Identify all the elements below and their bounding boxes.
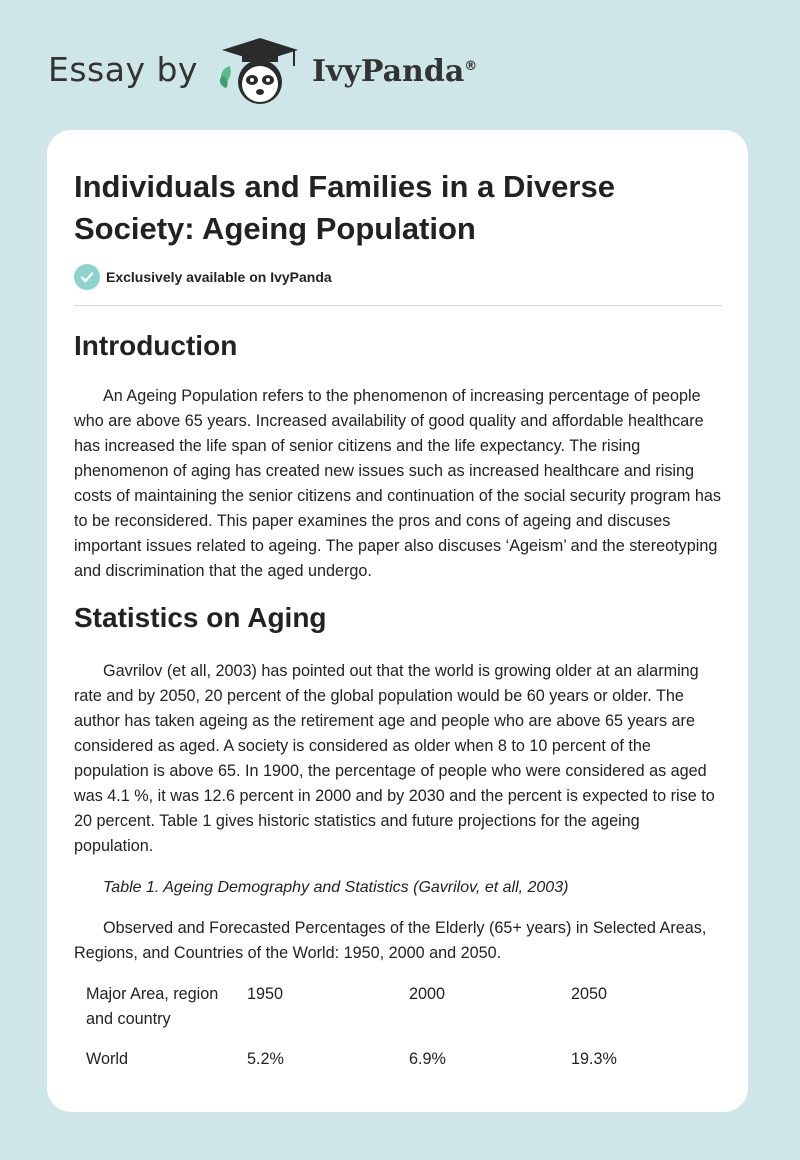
divider	[74, 305, 722, 306]
ageing-statistics-table	[74, 982, 722, 1072]
section-heading-introduction: Introduction	[74, 330, 238, 361]
table-row	[74, 1047, 722, 1072]
statistics-paragraph: Gavrilov (et all, 2003) has pointed out that the world is growing older at an alarming rate and by 2050, 20 percent of the global population would be 60 years or older. The author has taken ageing as the retirement age and people who are above 65 years are considered as aged. A society is considered as older when 8 to 10 percent of the population is above 65. In 1900, the percentage of people who were considered as aged was 4.1 %, it was 12.6 percent in 2000 and by 2030 and the percent is expected to rise to 20 percent. Table 1 gives historic statistics and future projections for the ageing population.	[74, 662, 715, 855]
essay-card	[47, 130, 748, 1112]
table-cell: 6.9%	[409, 1050, 446, 1068]
section-heading-statistics: Statistics on Aging	[74, 602, 327, 633]
essay-by-label: Essay by	[48, 49, 198, 89]
table-caption: Table 1. Ageing Demography and Statistics (Gavrilov, et all, 2003)	[103, 879, 569, 896]
check-circle-icon	[74, 264, 100, 290]
introduction-paragraph: An Ageing Population refers to the phenomenon of increasing percentage of people who are above 65 years. Increased availability of good quality and affordable healthcare has increased the life span of senior citizens and the life expectancy. The rising phenomenon of aging has created new issues such as increased healthcare and rising costs of maintaining the senior citizens and continuation of the social security program has to be reconsidered. This paper examines the pros and cons of ageing and discuses important issues related to ageing. The paper also discuses ‘Ageism’ and the stereotyping and discrimination that the aged undergo.	[74, 387, 721, 580]
table-cell: 5.2%	[247, 1050, 284, 1068]
exclusive-label: Exclusively available on IvyPanda	[106, 269, 332, 285]
exclusive-badge	[74, 264, 722, 290]
table-header-cell: 1950	[247, 985, 284, 1003]
panda-logo-icon[interactable]	[214, 36, 306, 108]
table-header-cell: Major Area, region and country	[86, 985, 219, 1028]
table-header-cell: 2050	[571, 985, 608, 1003]
site-header	[48, 36, 477, 108]
table-header-cell: 2000	[409, 985, 446, 1003]
brand-name[interactable]: IvyPanda®	[311, 53, 478, 89]
table-cell: World	[86, 1050, 128, 1068]
table-header-row	[74, 982, 722, 1047]
table-intro-paragraph: Observed and Forecasted Percentages of the Elderly (65+ years) in Selected Areas, Regions, and Countries of the World: 1950, 2000 and 2050.	[74, 919, 707, 962]
table-cell: 19.3%	[571, 1050, 617, 1068]
page-title: Individuals and Families in a Diverse Society: Ageing Population	[74, 169, 615, 246]
registered-mark: ®	[464, 58, 478, 74]
